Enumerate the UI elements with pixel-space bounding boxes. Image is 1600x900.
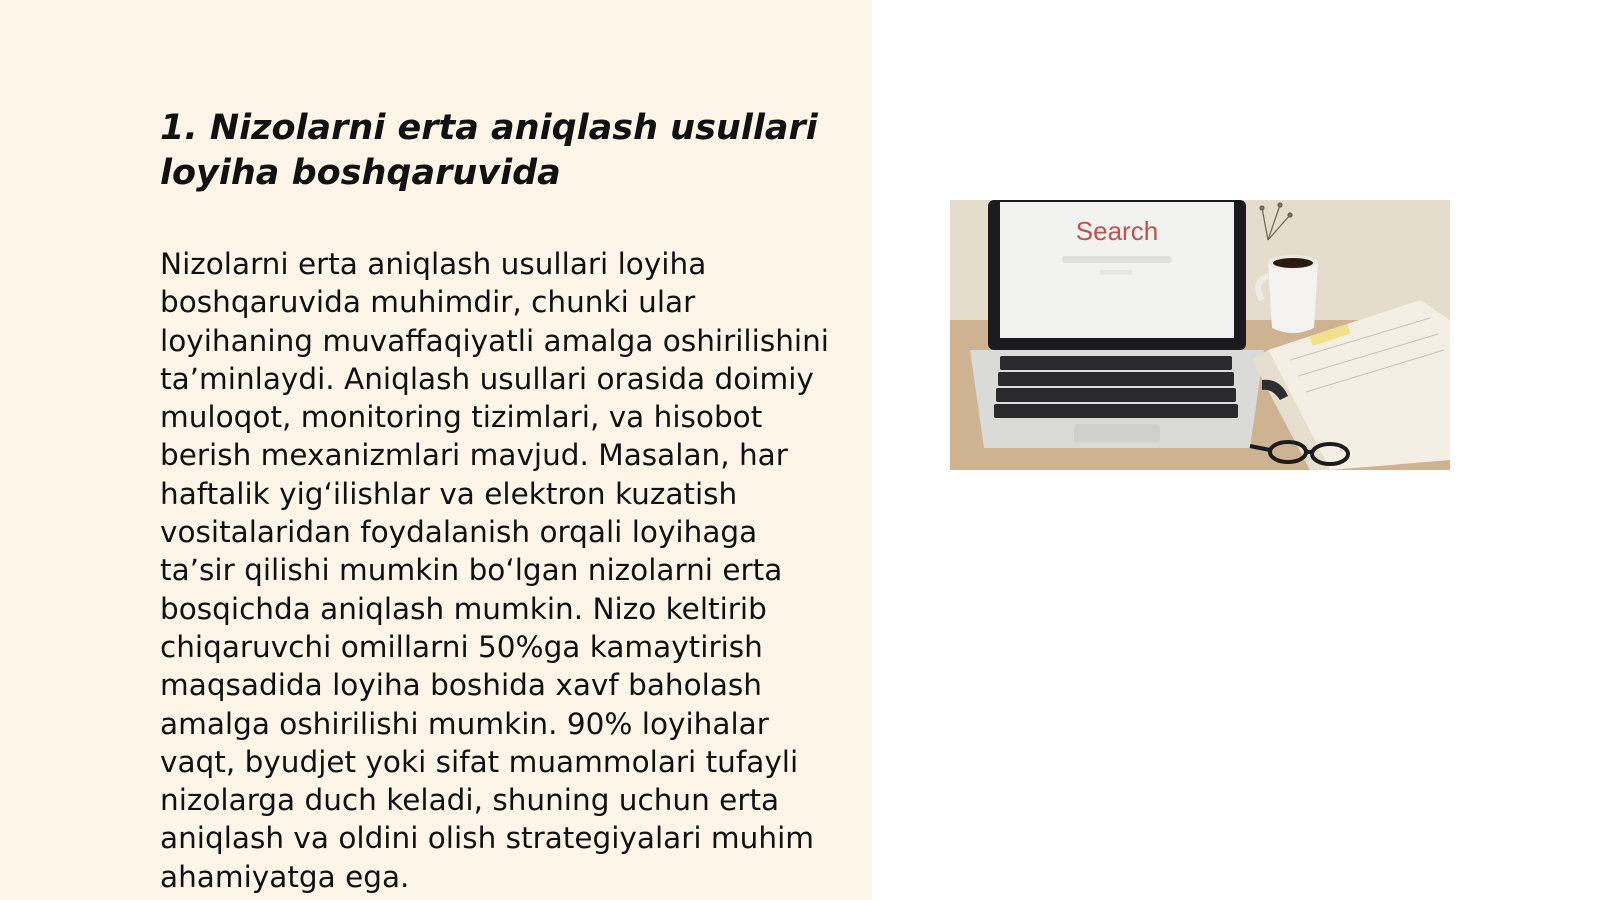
- body-line: ahamiyatga ega.: [160, 859, 410, 894]
- body-line: aniqlash va oldini olish strategiyalari muhim: [160, 821, 814, 856]
- body-line: maqsadida loyiha boshida xavf baholash: [160, 668, 762, 703]
- body-line: amalga oshirilishi mumkin. 90% loyihalar: [160, 706, 769, 741]
- screen-search-bar: [1062, 256, 1172, 263]
- slide-body-text: [160, 245, 850, 896]
- body-line: loyihaning muvaffaqiyatli amalga oshirilishini: [160, 323, 829, 358]
- laptop-search-photo: [950, 200, 1450, 470]
- body-line: ta’sir qilishi mumkin bo‘lgan nizolarni erta: [160, 553, 783, 588]
- body-line: bosqichda aniqlash mumkin. Nizo keltirib: [160, 591, 767, 626]
- body-line: muloqot, monitoring tizimlari, va hisobot: [160, 400, 763, 435]
- body-line: vaqt, byudjet yoki sifat muammolari tufayli: [160, 744, 799, 779]
- heading-line-2: loyiha boshqaruvida: [160, 153, 561, 193]
- body-line: berish mexanizmlari mavjud. Masalan, har: [160, 438, 788, 473]
- slide-heading: [160, 106, 840, 196]
- body-line: vositalaridan foydalanish orqali loyihaga: [160, 515, 758, 550]
- body-line: nizolarga duch keladi, shuning uchun erta: [160, 783, 780, 818]
- body-line: boshqaruvida muhimdir, chunki ular: [160, 285, 696, 320]
- body-line: ta’minlaydi. Aniqlash usullari orasida doimiy: [160, 361, 814, 396]
- heading-line-1: 1. Nizolarni erta aniqlash usullari: [160, 108, 818, 148]
- body-line: chiqaruvchi omillarni 50%ga kamaytirish: [160, 629, 763, 664]
- body-line: haftalik yig‘ilishlar va elektron kuzatish: [160, 476, 738, 511]
- screen-search-text: Search: [1075, 216, 1159, 246]
- body-line: Nizolarni erta aniqlash usullari loyiha: [160, 247, 707, 281]
- screen-search-button: [1100, 270, 1132, 275]
- laptop-trackpad: [1074, 424, 1160, 442]
